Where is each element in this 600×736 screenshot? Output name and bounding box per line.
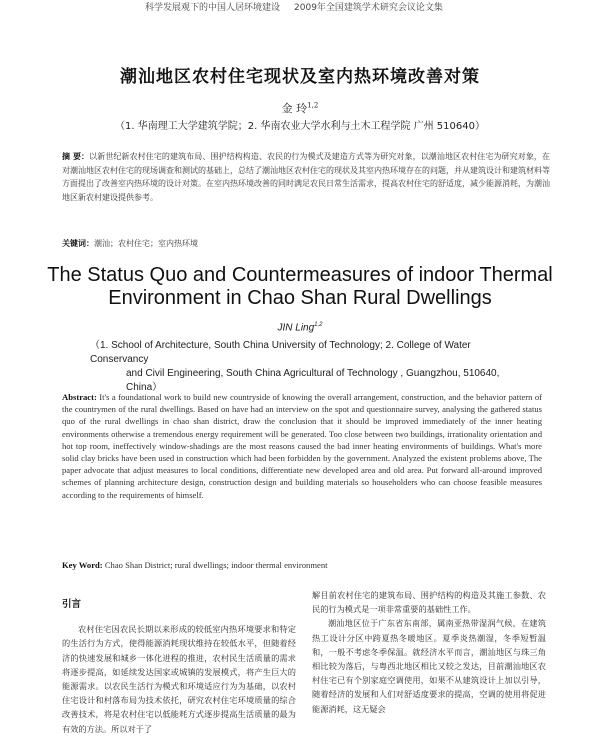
chinese-author-name: 金 玲	[281, 102, 308, 115]
body-paragraph-left: 农村住宅因农民长期以来形成的较低室内热环境要求和特定的生活行为方式，使得能源消耗现状维持在较低水平，但随着经济的快速发展和城乡一体化进程的推进，农村民生活质量的需求将逐步提高，如延续发达国家或城镇的发展模式，将产生巨大的能源需求。以农民生活行为模式和环境适应行为为基础，以农村住宅设计和村落布局为技术依托，研究农村住宅环境质量的综合改善技术，将是农村住宅以低能耗方式逐步提高生活质量的最为有效的方法。所以对于了	[62, 624, 296, 734]
chinese-abstract-label: 摘 要：	[62, 152, 90, 161]
chinese-abstract	[62, 150, 550, 204]
english-abstract	[62, 391, 542, 501]
english-abstract-text: It's a foundational work to build new countryside of knowing the overall arrangement, construction, and the behavior pattern of the countrymen of the rural dwellings. Based on have had an interview on the spot and questionnaire survey, analysing the gathered status quo of the rural dwellings in chao shan district, draw the conclusion that it should be improved immediately of the inner heating environments otherwise a tremendous energy requirement will be generated. Too close between two buildings, irrationality orientation and hot top room, ineffectively window-shadings are the most reasons caused the bad inner heating environments of buildings. What's more solid clay bricks have been used in construction which had been forbidden by the government. Analyzed the existent problems above, The paper advocate that adjust measures to local conditions, differentiate new developed area and old area. Put forward all-around improved schemes of planning architecture design, construction design and building materials so householders who can choose feasible measures according to the requirements of himself.	[62, 392, 543, 500]
body-right-column	[312, 588, 546, 716]
chinese-keywords-label: 关键词：	[62, 239, 94, 248]
chinese-abstract-text: 以新世纪新农村住宅的建筑布局、围护结构构造、农民的行为模式及建造方式等为研究对象，以潮汕地区农村住宅为研究对象，在对潮汕地区农村住宅的现场调查和测试的基础上，总结了潮汕地区农村住宅的现状及其室内热环境存在的问题，并从建筑设计和建筑材料等方面提出了改善室内热环境的设计对策。在室内热环境改善的同时满足农民日常生活需求，提高农村住宅的舒适度，减少能源消耗，为潮汕地区新农村建设提供参考。	[62, 152, 550, 202]
running-header-left: 科学发展观下的中国人居环境建设	[145, 3, 281, 12]
intro-heading: 引言	[62, 599, 82, 610]
chinese-keywords	[62, 238, 550, 249]
chinese-title: 潮汕地区农村住宅现状及室内热环境改善对策	[120, 67, 480, 87]
english-author-sup: 1,2	[314, 322, 323, 328]
running-header-right: 2009年全国建筑学术研究会议论文集	[294, 3, 443, 12]
english-title	[0, 264, 600, 310]
english-author-name: JIN Ling	[277, 322, 315, 334]
body-left-column	[62, 588, 296, 736]
chinese-keywords-text: 潮汕；农村住宅；室内热环境	[94, 239, 198, 248]
chinese-affiliation: （1. 华南理工大学建筑学院；2. 华南农业大学水利与土木工程学院 广州 510640）	[115, 121, 485, 132]
body-paragraph-right-2: 潮汕地区位于广东省东南部，属南亚热带湿润气候，在建筑热工设计分区中跨夏热冬暖地区。夏季炎热潮湿，冬季短暂温和，一般不考虑冬季保温。就经济水平而言，潮汕地区与珠三角相比较为落后，与粤西北地区相比又较之发达，目前潮汕地区农村住宅已有个别家庭空调使用，如果不从建筑设计上加以引导，随着经济的发展和人们对舒适度要求的提高，空调的使用将促进能源消耗，这无疑会	[312, 618, 546, 714]
running-header	[0, 0, 600, 12]
chinese-author-sup: 1,2	[307, 101, 319, 110]
english-keywords-label: Key Word:	[62, 560, 103, 570]
english-title-line1: The Status Quo and Countermeasures of indoor Thermal	[47, 264, 553, 286]
english-author	[0, 322, 600, 333]
body-paragraph-right-1: 解目前农村住宅的建筑布局、围护结构的构造及其施工参数、农民的行为模式是一项非常重要的基础性工作。	[312, 590, 546, 615]
english-keywords	[62, 560, 542, 570]
english-affiliation	[90, 339, 520, 395]
english-abstract-label: Abstract:	[62, 392, 97, 402]
english-affiliation-line1: （1. School of Architecture, South China University of Technology; 2. College of Water Conservancy	[90, 340, 471, 365]
english-title-line2: Environment in Chao Shan Rural Dwellings	[108, 287, 492, 309]
english-keywords-text: Chao Shan District; rural dwellings; indoor thermal environment	[104, 560, 328, 570]
chinese-author	[0, 100, 600, 116]
english-affiliation-line2: and Civil Engineering, South China Agricultural of Technology , Guangzhou, 510640, China）	[126, 368, 500, 393]
